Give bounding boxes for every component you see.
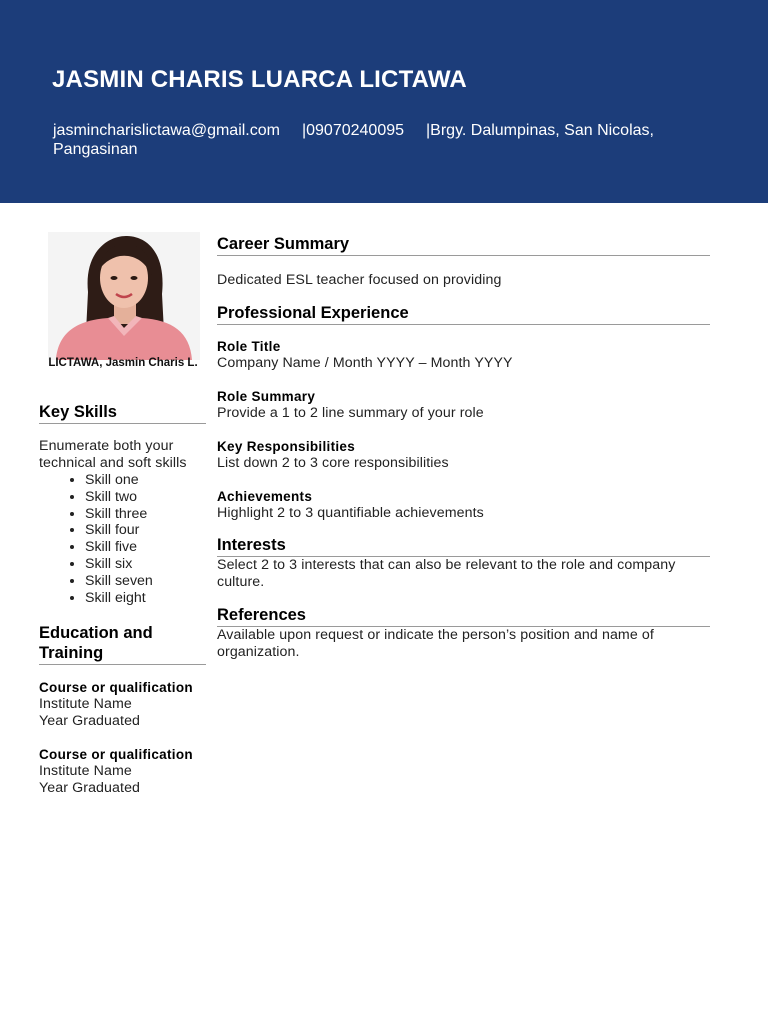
experience-entry <box>217 338 710 522</box>
achievements-text: Highlight 2 to 3 quantifiable achievements <box>217 505 484 521</box>
career-summary-heading: Career Summary <box>217 235 710 256</box>
references-text: Available upon request or indicate the person’s position and name of organization. <box>217 627 654 660</box>
interests-heading: Interests <box>217 536 710 557</box>
email-text: jasmincharislictawa@gmail.com <box>53 122 280 139</box>
list-item: • Skill five <box>85 539 206 556</box>
list-item: • Skill six <box>85 556 206 573</box>
address-text: |Brgy. Dalumpinas, San Nicolas, Pangasinan <box>53 122 654 158</box>
achievements-label: Achievements <box>217 489 313 504</box>
institute-name: Institute Name <box>39 763 132 780</box>
responsibilities-text: List down 2 to 3 core responsibilities <box>217 455 449 471</box>
education-heading: Education and Training <box>39 623 206 665</box>
company-line: Company Name / Month YYYY – Month YYYY <box>217 355 513 371</box>
photo-caption: LICTAWA, Jasmin Charis L. <box>48 357 198 369</box>
key-skills-intro: Enumerate both your technical and soft skills <box>39 438 187 471</box>
list-item: • Skill one <box>85 472 206 489</box>
list-item: • Skill seven <box>85 573 206 590</box>
left-column <box>39 403 206 797</box>
phone-text: |09070240095 <box>301 122 405 139</box>
references-heading: References <box>217 606 710 627</box>
resume-header <box>0 0 768 203</box>
list-item: • Skill two <box>85 489 206 506</box>
list-item: • Skill eight <box>85 590 206 607</box>
year-graduated: Year Graduated <box>39 780 141 797</box>
responsibilities-label: Key Responsibilities <box>217 439 356 454</box>
course-label: Course or qualification <box>39 680 193 696</box>
skills-list <box>39 472 206 606</box>
role-title: Role Title <box>217 339 281 354</box>
experience-heading: Professional Experience <box>217 304 710 325</box>
role-summary-label: Role Summary <box>217 389 316 404</box>
interests-text: Select 2 to 3 interests that can also be relevant to the role and company culture. <box>217 557 676 590</box>
institute-name: Institute Name <box>39 696 132 713</box>
career-summary-text: Dedicated ESL teacher focused on providing <box>217 272 502 288</box>
year-graduated: Year Graduated <box>39 713 141 730</box>
key-skills-heading: Key Skills <box>39 403 206 424</box>
list-item: • Skill three <box>85 506 206 523</box>
right-column <box>217 235 710 661</box>
education-entry <box>39 746 206 797</box>
role-summary-text: Provide a 1 to 2 line summary of your role <box>217 405 484 421</box>
candidate-name: JASMIN CHARIS LUARCA LICTAWA <box>52 66 467 93</box>
contact-line <box>53 121 693 159</box>
profile-photo <box>48 232 200 360</box>
list-item: • Skill four <box>85 522 206 539</box>
course-label: Course or qualification <box>39 747 193 763</box>
education-entry <box>39 679 206 730</box>
